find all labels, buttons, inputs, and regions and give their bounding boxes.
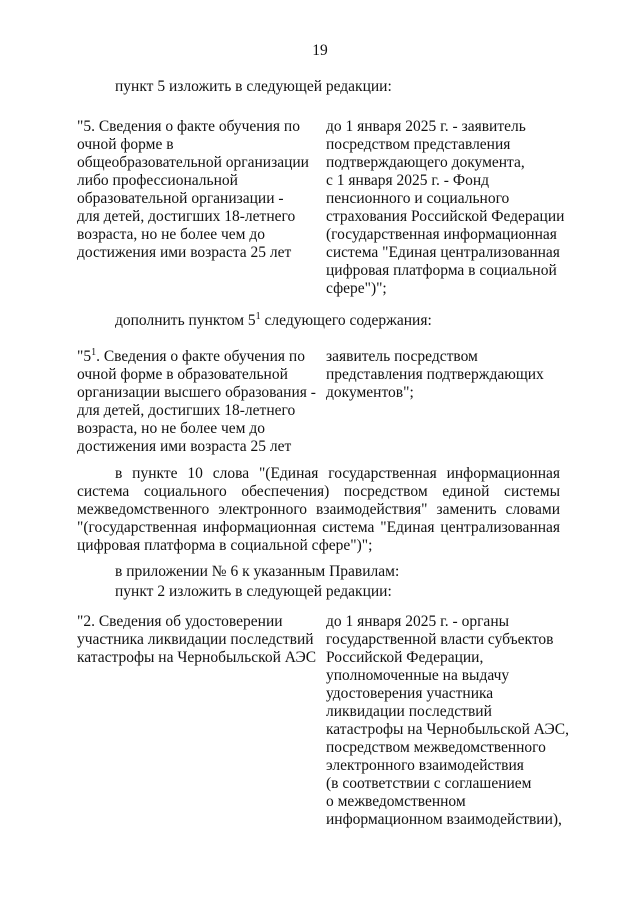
item-5-left-line: для детей, достигших 18-летнего: [77, 208, 296, 225]
item-5-right-line: сфере")";: [326, 280, 387, 297]
item-5-left-column: [77, 118, 313, 262]
item-5-right-line: (государственная информационная: [326, 226, 557, 243]
item-2-right-line: посредством межведомственного: [326, 739, 546, 756]
paragraph-line: в пункте 10 слова "(Единая государственная информационная: [115, 465, 560, 482]
item-5-1-left-suffix: . Сведения о факте обучения по: [96, 348, 305, 365]
intro-item-5-1: [115, 312, 432, 330]
paragraph-line: "(государственная информационная система "Единая централизованная: [77, 519, 560, 536]
item-5-left-line: либо профессиональной: [77, 172, 238, 189]
item-5-1-right-column: [326, 348, 576, 402]
item-5-1-left-line: возраста, но не более чем до: [77, 420, 265, 437]
item-2-right-line: ликвидации последствий: [326, 703, 492, 720]
item-5-1-left-line: достижения ими возраста 25 лет: [77, 438, 292, 455]
item-2-left-line: катастрофы на Чернобыльской АЭС: [77, 649, 317, 666]
intro-item-5: пункт 5 изложить в следующей редакции:: [115, 78, 392, 95]
item-5-right-line: подтверждающего документа,: [326, 154, 525, 171]
item-5-right-column: [326, 118, 576, 298]
item-5-1-left-line: очной форме в образовательной: [77, 366, 288, 383]
item-5-right-line: страхования Российской Федерации: [326, 208, 565, 225]
item-2-right-line: Российской Федерации,: [326, 649, 484, 666]
item-5-left-line: образовательной организации -: [77, 190, 284, 207]
paragraph-line: система социального обеспечения) посредством единой системы: [77, 483, 560, 500]
item-2-left-line: участника ликвидации последствий: [77, 631, 314, 648]
item-5-1-right-line: документов";: [326, 384, 414, 401]
item-5-1-right-line: представления подтверждающих: [326, 366, 544, 383]
item-5-1-left-first-line: [77, 348, 313, 366]
item-2-right-line: электронного взаимодействия: [326, 757, 524, 774]
appendix-line: в приложении № 6 к указанным Правилам:: [115, 563, 400, 580]
item-5-1-left-line: организации высшего образования -: [77, 384, 316, 401]
item-2-right-line: катастрофы на Чернобыльской АЭС,: [326, 721, 569, 738]
item-2-left-line: "2. Сведения об удостоверении: [77, 613, 283, 630]
item-5-right-line: посредством представления: [326, 136, 511, 153]
item-5-1-left-line: для детей, достигших 18-летнего: [77, 402, 296, 419]
item-2-right-line: о межведомственном: [326, 793, 466, 810]
item-5-left-line: достижения ими возраста 25 лет: [77, 244, 292, 261]
item-5-1-left-column: [77, 346, 316, 456]
item-2-right-line: удостоверения участника: [326, 685, 494, 702]
paragraph-item-10: [77, 465, 560, 555]
item-5-left-line: возраста, но не более чем до: [77, 226, 265, 243]
item-2-right-line: до 1 января 2025 г. - органы: [326, 613, 510, 630]
item-2-right-line: уполномоченные на выдачу: [326, 667, 510, 684]
item-2-right-line: (в соответствии с соглашением: [326, 775, 532, 792]
item-5-right-line: цифровая платформа в социальной: [326, 262, 557, 279]
paragraph-line: межведомственного электронного взаимодействия" заменить словами: [77, 501, 560, 518]
intro-item-5-1-sup: 1: [255, 310, 261, 322]
item-5-1-left-prefix: "5: [77, 348, 92, 365]
intro-item-5-1-suffix: следующего содержания:: [260, 312, 432, 329]
item-5-right-line: пенсионного и социального: [326, 190, 510, 207]
intro-item-5-1-prefix: дополнить пунктом 5: [115, 312, 256, 329]
item-5-left-line: очной форме в: [77, 136, 174, 153]
item-2-right-line: государственной власти субъектов: [326, 631, 554, 648]
item-5-left-line: общеобразовательной организации: [77, 154, 309, 171]
item-5-right-line: система "Единая централизованная: [326, 244, 560, 261]
item-5-1-right-line: заявитель посредством: [326, 348, 478, 365]
item-5-right-line: с 1 января 2025 г. - Фонд: [326, 172, 489, 189]
paragraph-line: цифровая платформа в социальной сфере")";: [77, 537, 373, 554]
item-2-left-column: [77, 613, 317, 667]
item-5-1-left-sup: 1: [91, 346, 97, 358]
item-2-right-line: информационном взаимодействии),: [326, 811, 562, 828]
item-5-right-line: до 1 января 2025 г. - заявитель: [326, 118, 526, 135]
page-number: 19: [312, 42, 328, 59]
item-5-left-line: "5. Сведения о факте обучения по: [77, 118, 300, 135]
item-2-right-column: [326, 613, 576, 829]
intro-item-2: пункт 2 изложить в следующей редакции:: [115, 583, 392, 600]
